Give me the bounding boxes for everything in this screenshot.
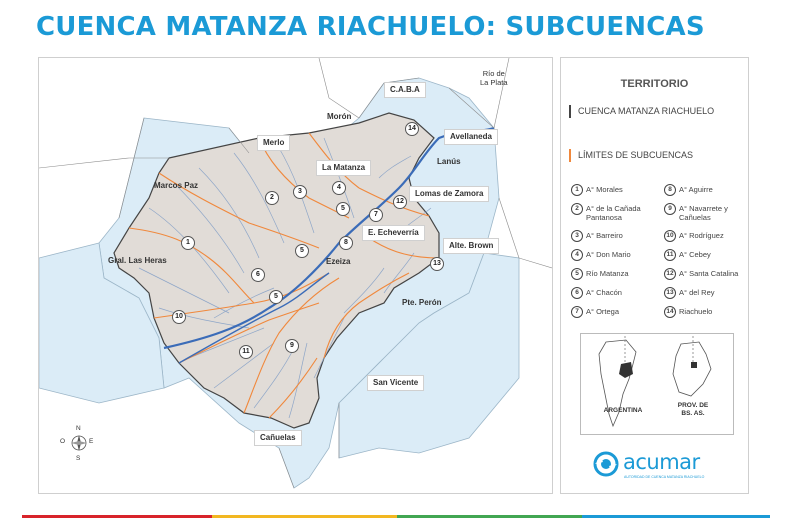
subbasin-marker-1: 1 bbox=[181, 236, 195, 250]
inset-label-provincia: PROV. DE BS. AS. bbox=[677, 402, 709, 417]
stripe-yellow bbox=[212, 515, 397, 518]
municipality-label-la-matanza: La Matanza bbox=[316, 160, 371, 176]
subbasin-marker-5: 5 bbox=[336, 202, 350, 216]
subbasin-marker-6: 6 bbox=[251, 268, 265, 282]
legend-cuenca: CUENCA MATANZA RIACHUELO bbox=[569, 105, 714, 118]
municipality-label-lomas-de-zamora: Lomas de Zamora bbox=[409, 186, 489, 202]
stripe-green bbox=[397, 515, 582, 518]
compass-o: O bbox=[60, 438, 66, 445]
municipality-label-moron: Morón bbox=[327, 112, 352, 121]
subbasin-marker-12: 12 bbox=[393, 195, 407, 209]
subbasin-marker-2: 2 bbox=[265, 191, 279, 205]
page-title: CUENCA MATANZA RIACHUELO: SUBCUENCAS bbox=[36, 12, 705, 42]
subbasin-marker-10: 10 bbox=[172, 310, 186, 324]
acumar-logo-icon bbox=[593, 451, 619, 477]
compass-s: S bbox=[76, 455, 81, 462]
municipality-label-lanus: Lanús bbox=[437, 157, 461, 166]
municipality-label-san-vicente: San Vicente bbox=[367, 375, 424, 391]
municipality-label-canuelas: Cañuelas bbox=[254, 430, 302, 446]
subbasin-marker-7: 7 bbox=[369, 208, 383, 222]
province-outline bbox=[673, 342, 711, 396]
legend-panel: TERRITORIO CUENCA MATANZA RIACHUELO LÍMITES DE SUBCUENCAS 1 A° Morales 2 A° de la Cañada Pantanosa 3 A° Barreiro 4 A° Don Mario 5 Río Matanza 6 A° Chacón 7 A° Ortega 8 A° Aguirre 9 A° Navarrete y Cañuelas 10 A° Rodríguez 11 A° Cebey 12 A° Santa Catalina 13 A° del Rey 14 Riachuelo ARGENTINA PROV. DE BS. AS. acumar AUTORIDAD DE CUENCA MATANZA RIACHUELO bbox=[560, 57, 749, 494]
inset-label-argentina: ARGENTINA bbox=[603, 407, 643, 414]
municipality-label-pte-peron: Pte. Perón bbox=[402, 298, 442, 307]
basin-location bbox=[691, 362, 697, 368]
municipality-label-alte-brown: Alte. Brown bbox=[443, 238, 499, 254]
subbasin-marker-3: 3 bbox=[293, 185, 307, 199]
legend-title: TERRITORIO bbox=[620, 78, 689, 90]
logo-name: acumar bbox=[623, 450, 700, 474]
subbasin-marker-5: 5 bbox=[295, 244, 309, 258]
municipality-label-gral-las-heras: Gral. Las Heras bbox=[108, 256, 167, 265]
subbasin-marker-11: 11 bbox=[239, 345, 253, 359]
inset-map bbox=[581, 334, 733, 434]
municipality-label-caba: C.A.B.A bbox=[384, 82, 426, 98]
municipality-label-e-echeverria: E. Echeverría bbox=[362, 225, 425, 241]
subbasin-marker-9: 9 bbox=[285, 339, 299, 353]
basin-map bbox=[38, 57, 553, 494]
compass-e: E bbox=[89, 438, 94, 445]
compass-rose bbox=[59, 421, 99, 469]
stripe-red bbox=[22, 515, 212, 518]
legend-limites: LÍMITES DE SUBCUENCAS bbox=[569, 149, 693, 162]
location-inset bbox=[580, 333, 734, 435]
stripe-blue bbox=[582, 515, 770, 518]
compass-n: N bbox=[76, 425, 81, 432]
subbasin-marker-8: 8 bbox=[339, 236, 353, 250]
municipality-label-merlo: Merlo bbox=[257, 135, 290, 151]
subbasin-marker-4: 4 bbox=[332, 181, 346, 195]
subbasin-marker-14: 14 bbox=[405, 122, 419, 136]
municipality-label-avellaneda: Avellaneda bbox=[444, 129, 498, 145]
map-canvas bbox=[39, 58, 552, 493]
acumar-logo bbox=[593, 451, 723, 479]
municipality-label-ezeiza: Ezeiza bbox=[326, 257, 351, 266]
rio-de-la-plata-label: Río de La Plata bbox=[480, 69, 508, 87]
municipality-label-marcos-paz: Marcos Paz bbox=[154, 181, 199, 190]
logo-subtitle: AUTORIDAD DE CUENCA MATANZA RIACHUELO bbox=[624, 475, 705, 479]
subbasin-marker-5: 5 bbox=[269, 290, 283, 304]
subbasin-marker-13: 13 bbox=[430, 257, 444, 271]
